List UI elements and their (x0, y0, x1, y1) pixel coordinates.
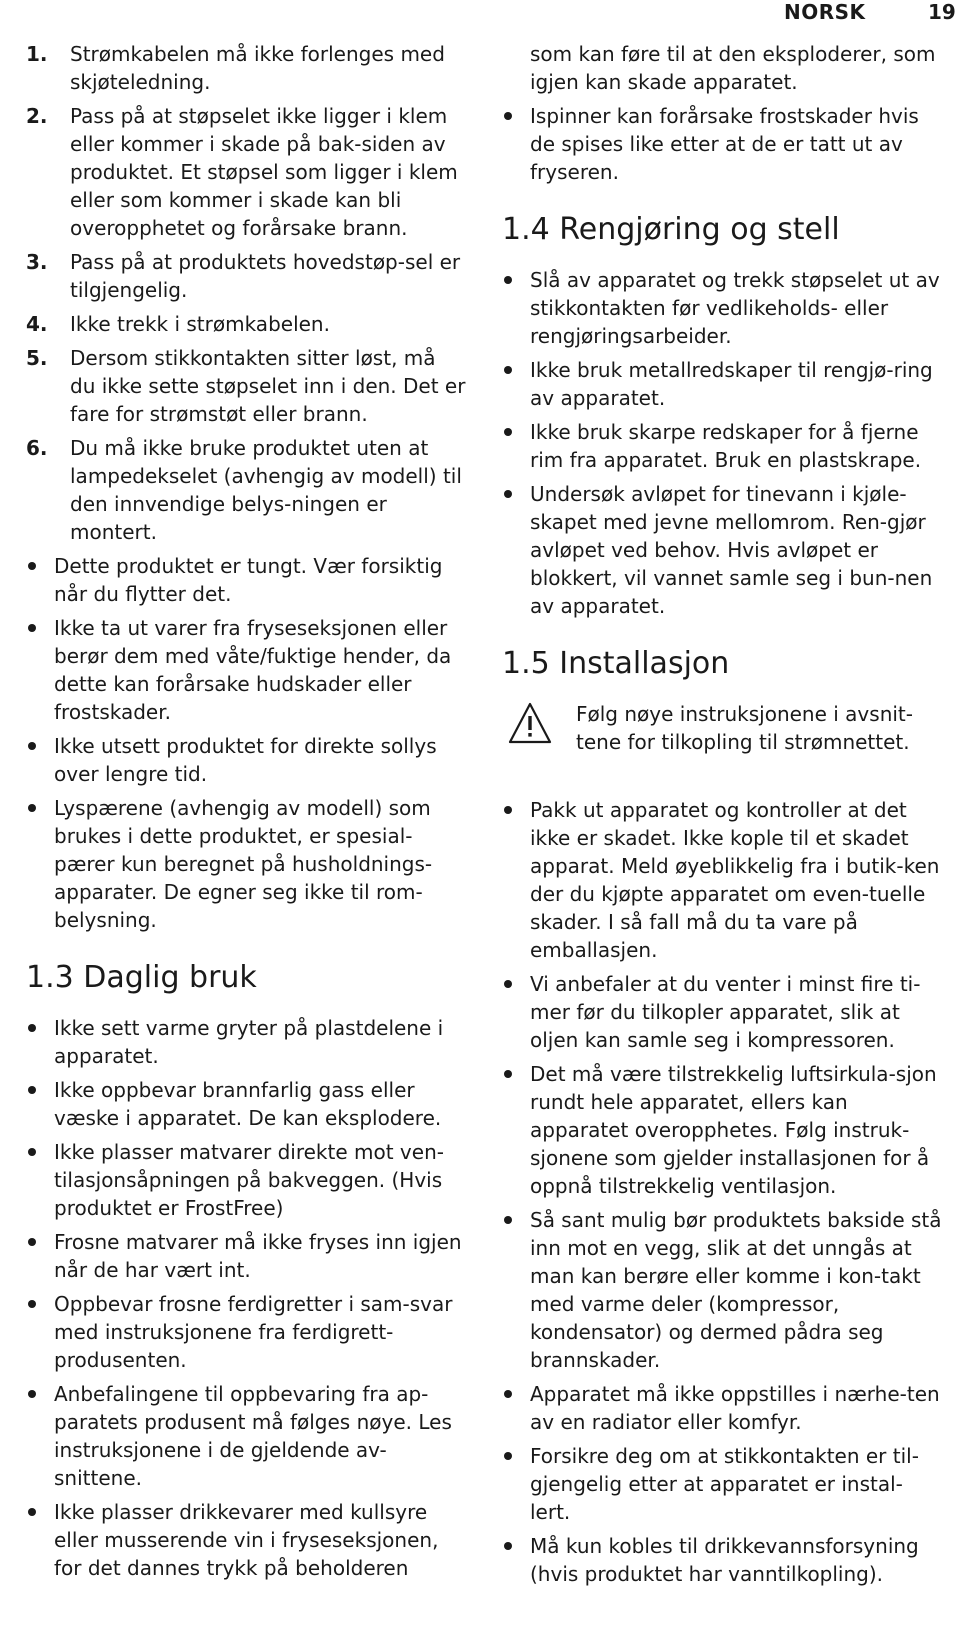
list-item (502, 356, 942, 412)
item-text: Frosne matvarer må ikke fryses inn igjen når de har vært int. (54, 1230, 462, 1282)
language-label: NORSK (784, 0, 866, 24)
bullet-icon (504, 1390, 512, 1398)
section-heading-installasjon: 1.5 Installasjon (502, 646, 730, 681)
item-text: Så sant mulig bør produktets bakside stå inn mot en vegg, slik at det unngås at man kan berøre eller komme i kon-takt med varme deler (kompressor, kondensator) og dermed pådra seg brannskader. (530, 1208, 942, 1372)
list-item (26, 794, 466, 934)
item-text: Pakk ut apparatet og kontroller at det ikke er skadet. Ikke kople til et skadet apparat. Meld øyeblikkelig fra i butik-ken der du kjøpte apparatet om even-tuelle skader. I så fall må du ta vare på emballasjen. (530, 798, 940, 962)
bullet-list (502, 796, 942, 1588)
bullet-icon (28, 624, 36, 632)
bullet-icon (28, 1148, 36, 1156)
item-text: Ikke trekk i strømkabelen. (70, 312, 330, 336)
bullet-icon (504, 806, 512, 814)
bullet-list (26, 1014, 466, 1582)
bullet-icon (28, 1300, 36, 1308)
bullet-icon (28, 562, 36, 570)
list-item (26, 434, 466, 546)
list-item (502, 970, 942, 1054)
bullet-icon (504, 1452, 512, 1460)
list-item (26, 40, 466, 96)
bullet-icon (504, 366, 512, 374)
list-item (502, 266, 942, 350)
item-text: Pass på at støpselet ikke ligger i klem eller kommer i skade på bak-siden av produktet. Et støpsel som ligger i klem eller som kommer i skade kan bli overopphetet og forårsake brann. (70, 104, 458, 240)
list-item (502, 796, 942, 964)
item-text: Ikke bruk skarpe redskaper for å fjerne rim fra apparatet. Bruk en plastskrape. (530, 420, 922, 472)
item-text: Ikke oppbevar brannfarlig gass eller væske i apparatet. De kan eksplodere. (54, 1078, 442, 1130)
section-heading-daglig-bruk: 1.3 Daglig bruk (26, 960, 257, 995)
list-item (502, 1060, 942, 1200)
left-column (26, 40, 466, 1588)
right-column (502, 40, 942, 1594)
continuation-text: som kan føre til at den eksploderer, som igjen kan skade apparatet. (530, 42, 936, 94)
bullet-icon (28, 1238, 36, 1246)
item-text: Lyspærene (avhengig av modell) som brukes i dette produktet, er spesial-pærer kun beregnet på husholdnings-apparater. De egner seg ikke til rom-belysning. (54, 796, 433, 932)
bullet-icon (28, 1390, 36, 1398)
item-number: 4. (26, 312, 48, 336)
bullet-icon (28, 1024, 36, 1032)
item-text: Ikke sett varme gryter på plastdelene i apparatet. (54, 1016, 444, 1068)
list-item (26, 1380, 466, 1492)
list-item (26, 248, 466, 304)
list-item (26, 102, 466, 242)
list-item (26, 732, 466, 788)
page-header (0, 0, 960, 26)
item-text: Må kun kobles til drikkevannsforsyning (hvis produktet har vanntilkopling). (530, 1534, 919, 1586)
bullet-list (26, 552, 466, 934)
warning-icon (508, 702, 552, 744)
item-text: Dersom stikkontakten sitter løst, må du ikke sette støpselet inn i den. Det er fare for strømstøt eller brann. (70, 346, 466, 426)
bullet-icon (504, 1542, 512, 1550)
item-number: 3. (26, 250, 48, 274)
warning-text: Følg nøye instruksjonene i avsnit-tene for tilkopling til strømnettet. (576, 702, 913, 754)
item-text: Anbefalingene til oppbevaring fra ap-paratets produsent må følges nøye. Les instruksjonene i de gjeldende av-snittene. (54, 1382, 452, 1490)
item-text: Strømkabelen må ikke forlenges med skjøteledning. (70, 42, 445, 94)
item-text: Pass på at produktets hovedstøp-sel er tilgjengelig. (70, 250, 461, 302)
list-item (26, 1076, 466, 1132)
bullet-icon (28, 1508, 36, 1516)
list-item (502, 418, 942, 474)
bullet-list (502, 102, 942, 186)
list-item (26, 614, 466, 726)
bullet-icon (504, 428, 512, 436)
list-item (502, 480, 942, 620)
item-text: Ikke ta ut varer fra fryseseksjonen eller berør dem med våte/fuktige hender, da dette kan forårsake hudskader eller frostskader. (54, 616, 452, 724)
item-number: 5. (26, 346, 48, 370)
bullet-icon (504, 276, 512, 284)
list-item (502, 1380, 942, 1436)
list-item (26, 1290, 466, 1374)
item-text: Ikke utsett produktet for direkte sollys over lengre tid. (54, 734, 437, 786)
item-number: 1. (26, 42, 48, 66)
list-item (26, 344, 466, 428)
warning-box (502, 700, 942, 760)
bullet-list (502, 266, 942, 620)
item-text: Vi anbefaler at du venter i minst fire ti-mer før du tilkopler apparatet, slik at oljen kan samle seg i kompressoren. (530, 972, 921, 1052)
list-item (26, 1228, 466, 1284)
item-text: Oppbevar frosne ferdigretter i sam-svar med instruksjonene fra ferdigrett-produsenten. (54, 1292, 453, 1372)
bullet-icon (28, 742, 36, 750)
list-item (502, 1442, 942, 1526)
bullet-icon (28, 804, 36, 812)
item-text: Ispinner kan forårsake frostskader hvis de spises like etter at de er tatt ut av fryseren. (530, 104, 919, 184)
list-item (26, 552, 466, 608)
list-item (502, 1532, 942, 1588)
item-text: Det må være tilstrekkelig luftsirkula-sjon rundt hele apparatet, ellers kan apparatet overopphetes. Følg instruk-sjonene som gjelder installasjonen for å oppnå tilstrekkelig ventilasjon. (530, 1062, 937, 1198)
list-item (502, 102, 942, 186)
item-number: 6. (26, 436, 48, 460)
item-text: Du må ikke bruke produktet uten at lampedekselet (avhengig av modell) til den innvendige belys-ningen er montert. (70, 436, 462, 544)
bullet-icon (504, 1070, 512, 1078)
item-text: Slå av apparatet og trekk støpselet ut av stikkontakten før vedlikeholds- eller rengjøringsarbeider. (530, 268, 940, 348)
item-text: Dette produktet er tungt. Vær forsiktig når du flytter det. (54, 554, 443, 606)
numbered-list (26, 40, 466, 546)
item-text: Ikke plasser matvarer direkte mot ven-tilasjonsåpningen på bakveggen. (Hvis produktet er FrostFree) (54, 1140, 444, 1220)
list-item (26, 1138, 466, 1222)
list-item (502, 1206, 942, 1374)
list-item (26, 310, 466, 338)
item-text: Ikke plasser drikkevarer med kullsyre eller musserende vin i fryseseksjonen, for det dannes trykk på beholderen (54, 1500, 439, 1580)
list-item (26, 1014, 466, 1070)
bullet-icon (504, 490, 512, 498)
item-text: Ikke bruk metallredskaper til rengjø-ring av apparatet. (530, 358, 933, 410)
item-text: Forsikre deg om at stikkontakten er til-gjengelig etter at apparatet er instal-lert. (530, 1444, 919, 1524)
bullet-icon (504, 112, 512, 120)
bullet-icon (504, 980, 512, 988)
bullet-icon (28, 1086, 36, 1094)
item-text: Apparatet må ikke oppstilles i nærhe-ten av en radiator eller komfyr. (530, 1382, 940, 1434)
bullet-icon (504, 1216, 512, 1224)
item-number: 2. (26, 104, 48, 128)
section-heading-rengjoring: 1.4 Rengjøring og stell (502, 212, 840, 247)
item-text: Undersøk avløpet for tinevann i kjøle-skapet med jevne mellomrom. Ren-gjør avløpet ved behov. Hvis avløpet er blokkert, vil vannet samle seg i bun-nen av apparatet. (530, 482, 933, 618)
page-number: 19 (928, 0, 956, 24)
list-item (26, 1498, 466, 1582)
